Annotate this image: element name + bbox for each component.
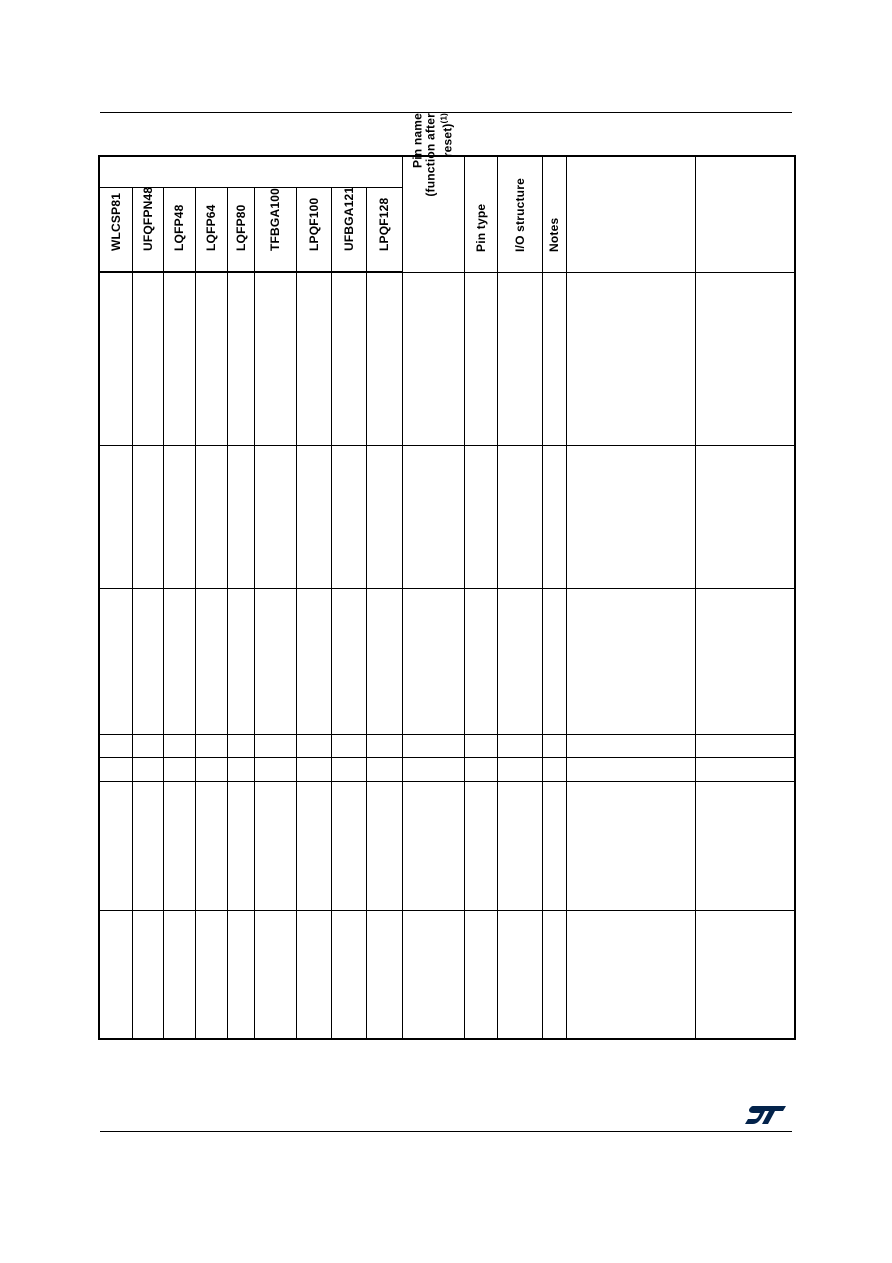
col-header-lqfp48: LQFP48	[163, 188, 195, 273]
footer-rule	[100, 1131, 792, 1132]
col-header-ufqfpn48: UFQFPN48	[132, 188, 163, 273]
table-row	[99, 589, 795, 734]
table-row	[99, 911, 795, 1039]
pin-number-group-header	[99, 156, 402, 188]
table-row	[99, 445, 795, 588]
io-structure-header: I/O structure	[497, 156, 542, 272]
col-header-lpqf100: LPQF100	[296, 188, 331, 273]
table-row	[99, 734, 795, 757]
table-row	[99, 757, 795, 781]
col-header-lqfp64: LQFP64	[195, 188, 227, 273]
pin-type-header: Pin type	[464, 156, 497, 272]
col-header-lpqf128: LPQF128	[366, 188, 402, 273]
alternate-functions-header	[566, 156, 695, 272]
pin-name-header: Pin name (function after reset)$^{(1)}$	[402, 156, 464, 272]
col-header-ufbga121: UFBGA121	[331, 188, 366, 273]
col-header-lqfp80: LQFP80	[227, 188, 254, 273]
notes-header: Notes	[542, 156, 566, 272]
col-header-wlcsp81: WLCSP81	[99, 188, 132, 273]
table-row	[99, 781, 795, 910]
additional-functions-header	[695, 156, 795, 272]
pinout-table	[98, 112, 796, 1040]
table-row	[99, 272, 795, 445]
st-logo-icon	[744, 1104, 788, 1126]
col-header-tfbga100: TFBGA100	[254, 188, 296, 273]
